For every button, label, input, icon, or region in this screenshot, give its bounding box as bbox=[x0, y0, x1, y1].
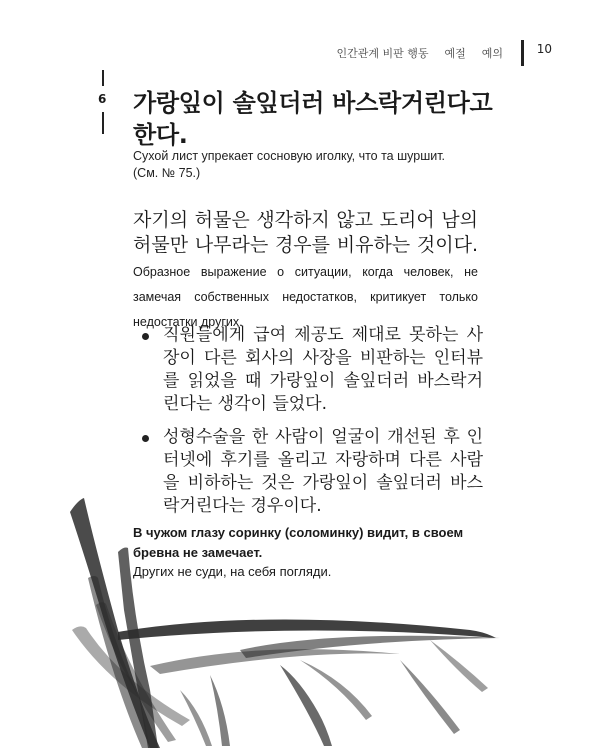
marker-line-top bbox=[102, 70, 104, 86]
page-number: 10 bbox=[536, 42, 552, 56]
meaning-russian: Образное выражение о ситуации, когда человек, не замечая собственных недостатков, критикует только недостатки других. bbox=[133, 265, 478, 329]
equivalent-proverb: В чужом глазу соринку (соломинку) видит, в своем бревна не замечает. bbox=[133, 525, 464, 560]
example-text: 직원들에게 급여 제공도 제대로 못하는 사장이 다른 회사의 사장을 비판하는 인터뷰를 읽었을 때 가랑잎이 솔잎더러 바스락거린다는 생각이 들었다. bbox=[163, 325, 483, 414]
bullet-icon bbox=[142, 333, 149, 340]
equivalent-note: Других не суди, на себя погляди. bbox=[133, 564, 332, 579]
header-section: 인간관계 비판 행동 bbox=[336, 47, 429, 60]
header-subsection: 예절 bbox=[444, 47, 466, 60]
entry-number-marker bbox=[98, 70, 110, 134]
marker-line-bottom bbox=[102, 112, 104, 134]
example-text: 성형수술을 한 사람이 얼굴이 개선된 후 인터넷에 후기를 올리고 자랑하며 다른 사람을 비하하는 것은 가랑잎이 솔잎더러 바스락거린다는 경우이다. bbox=[163, 427, 483, 516]
header-divider bbox=[521, 40, 524, 66]
running-header bbox=[336, 40, 552, 66]
grass-illustration bbox=[0, 490, 600, 750]
header-topic: 예의 bbox=[481, 47, 503, 60]
meaning-korean: 자기의 허물은 생각하지 않고 도리어 남의 허물만 나무라는 경우를 비유하는 것이다. bbox=[133, 209, 478, 256]
entry-number: 6 bbox=[98, 92, 107, 106]
proverb-title: 가랑잎이 솔잎더러 바스락거린다고 한다. bbox=[133, 89, 493, 149]
proverb-meaning bbox=[133, 208, 478, 333]
proverb-translation: Сухой лист упрекает сосновую иголку, что та шуршит. (См. № 75.) bbox=[133, 149, 446, 180]
list-item bbox=[133, 324, 483, 416]
bullet-icon bbox=[142, 435, 149, 442]
